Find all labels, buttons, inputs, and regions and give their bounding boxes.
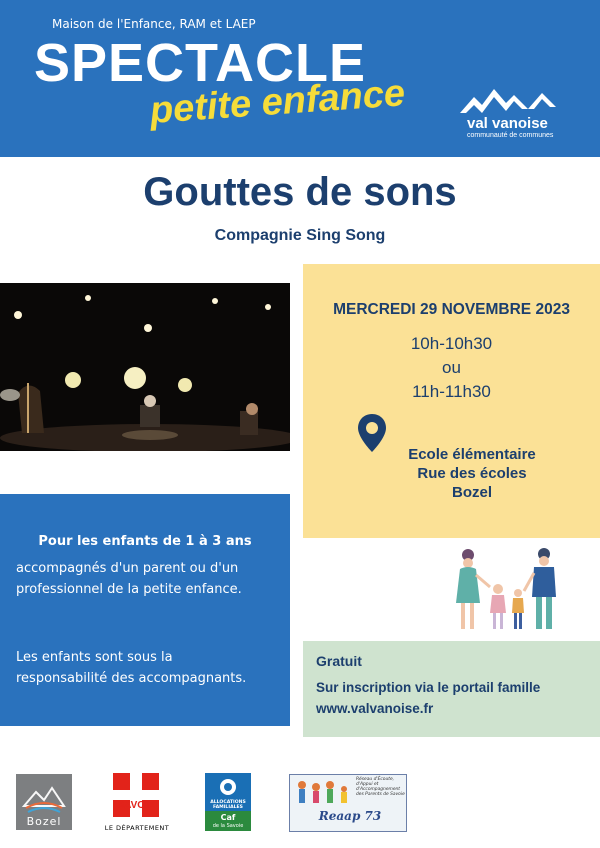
audience-text-line: professionnel de la petite enfance.	[16, 582, 242, 597]
savoie-dept-text: LE DÉPARTEMENT	[104, 824, 170, 832]
event-time-or: ou	[442, 358, 461, 377]
stage-photo	[0, 283, 290, 451]
poster-subtitle: petite enfance	[148, 72, 407, 132]
savoie-logo-text: SAVOIE	[117, 800, 155, 811]
price-label: Gratuit	[316, 653, 362, 669]
registration-text: Sur inscription via le portail famille	[316, 680, 541, 695]
audience-box	[0, 494, 290, 726]
event-time-second: 11h-11h30	[412, 382, 491, 401]
organizer-line: Maison de l'Enfance, RAM et LAEP	[52, 17, 256, 31]
venue-town: Bozel	[451, 484, 492, 501]
audience-text-line: Les enfants sont sous la	[16, 650, 173, 665]
val-vanoise-logo-name: val vanoise	[467, 115, 548, 132]
poster-title: SPECTACLE	[34, 33, 367, 93]
audience-text-line: accompagnés d'un parent ou d'un	[16, 561, 239, 576]
company-name: Compagnie Sing Song	[214, 227, 386, 244]
family-illustration	[440, 545, 570, 635]
audience-heading: Pour les enfants de 1 à 3 ans	[38, 534, 252, 549]
venue-name: Ecole élémentaire	[408, 446, 536, 463]
caf-logo-text: ALLOCATIONS FAMILIALES	[210, 800, 246, 810]
website-link[interactable]: www.valvanoise.fr	[316, 701, 434, 716]
caf-logo-name: Caf	[220, 813, 236, 822]
bozel-logo-text: Bozel	[26, 815, 62, 828]
venue-street: Rue des écoles	[417, 465, 527, 482]
show-title: Gouttes de sons	[143, 170, 457, 214]
reaap-family-icon	[292, 777, 356, 811]
reaap-logo-name: Reaap 73	[318, 809, 382, 823]
event-time-first: 10h-10h30	[410, 334, 493, 353]
stage-photo-illustration	[0, 283, 290, 451]
event-date: MERCREDI 29 NOVEMBRE 2023	[333, 301, 570, 318]
audience-text-line: responsabilité des accompagnants.	[16, 671, 247, 686]
reaap-logo-text: Réseau d'Écoute, d'Appui et d'Accompagnement des Parents de Savoie	[356, 777, 405, 797]
caf-logo-subtitle: de la Savoie	[212, 823, 244, 829]
val-vanoise-logo-tagline: communauté de communes	[467, 132, 554, 139]
